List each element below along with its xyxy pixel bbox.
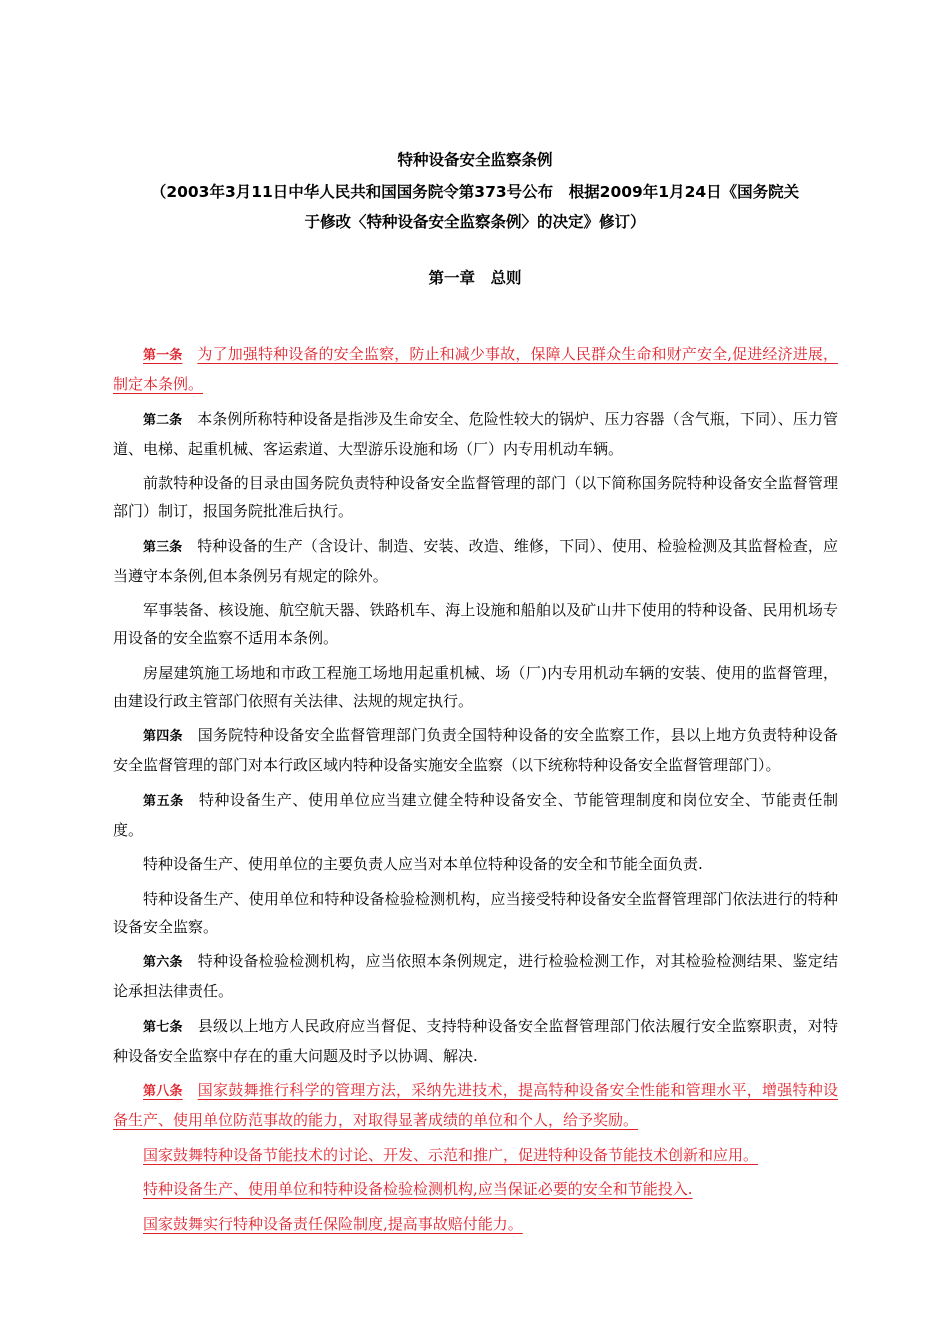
paragraph-text: 特种设备生产、使用单位应当建立健全特种设备安全、节能管理制度和岗位安全、节能责任制度。 [113,790,838,839]
paragraph-text: 军事装备、核设施、航空航天器、铁路机车、海上设施和船舶以及矿山井下使用的特种设备、民用机场专用设备的安全监察不适用本条例。 [113,601,838,647]
article-number: 第一条 [143,348,183,363]
chapter-heading: 第一章 总则 [428,269,522,287]
paragraph [113,850,838,878]
paragraph-text: 特种设备生产、使用单位和特种设备检验检测机构，应当接受特种设备安全监督管理部门依法进行的特种设备安全监察。 [113,889,838,936]
paragraph-article-5 [113,786,838,844]
document-body [113,340,838,1244]
paragraph-text: 特种设备的生产（含设计、制造、安装、改造、维修，下同）、使用、检验检测及其监督检查，应当遵守本条例,但本条例另有规定的除外。 [113,536,838,585]
paragraph [113,1141,838,1169]
paragraph-text: 国务院特种设备安全监督管理部门负责全国特种设备的安全监察工作，县以上地方负责特种设备安全监督管理的部门对本行政区域内特种设备实施安全监察（以下统称特种设备安全监督管理部门）。 [113,726,838,774]
article-number: 第三条 [143,539,183,555]
paragraph-text: 前款特种设备的目录由国务院负责特种设备安全监督管理的部门（以下简称国务院特种设备安全监督管理部门）制订，报国务院批准后执行。 [113,474,838,520]
paragraph-text: 特种设备检验检测机构，应当依照本条例规定，进行检验检测工作，对其检验检测结果、鉴定结论承担法律责任。 [113,952,838,1000]
paragraph [113,1210,838,1238]
paragraph-article-1 [113,340,838,398]
paragraph [113,885,838,941]
paragraph-text: 特种设备生产、使用单位和特种设备检验检测机构,应当保证必要的安全和节能投入. [143,1180,693,1198]
article-number: 第七条 [143,1019,183,1035]
article-number: 第八条 [143,1084,183,1099]
paragraph-text: 国家鼓舞特种设备节能技术的讨论、开发、示范和推广，促进特种设备节能技术创新和应用。 [143,1145,759,1164]
paragraph [113,1175,838,1203]
paragraph-text: 国家鼓舞推行科学的管理方法，采纳先进技术，提高特种设备安全性能和管理水平，增强特种设备生产、使用单位防范事故的能力，对取得显著成绩的单位和个人，给予奖励。 [113,1081,838,1129]
paragraph-text: 房屋建筑施工场地和市政工程施工场地用起重机械、场（厂)内专用机动车辆的安装、使用的监督管理，由建设行政主管部门依照有关法律、法规的规定执行。 [113,663,838,710]
paragraph-text: 特种设备生产、使用单位的主要负责人应当对本单位特种设备的安全和节能全面负责. [143,855,703,873]
paragraph-article-2 [113,405,838,463]
document-subtitle-line2: 于修改〈特种设备安全监察条例〉的决定》修订） [304,213,646,231]
paragraph-article-7 [113,1012,838,1070]
paragraph-text: 县级以上地方人民政府应当督促、支持特种设备安全监督管理部门依法履行安全监察职责，对特种设备安全监察中存在的重大问题及时予以协调、解决. [113,1016,838,1065]
article-number: 第五条 [143,793,184,809]
article-number: 第六条 [143,955,183,970]
document-subtitle-line1: （2003年3月11日中华人民共和国国务院令第373号公布 根据2009年1月24日《国务院关 [150,183,800,201]
paragraph [113,659,838,715]
paragraph [113,469,838,525]
paragraph-text: 国家鼓舞实行特种设备责任保险制度,提高事故赔付能力。 [143,1214,523,1233]
paragraph-article-6 [113,947,838,1005]
paragraph-text: 本条例所称特种设备是指涉及生命安全、危险性较大的锅炉、压力容器（含气瓶，下同）、压力管道、电梯、起重机械、客运索道、大型游乐设施和场（厂）内专用机动车辆。 [113,409,838,458]
article-number: 第四条 [143,729,183,744]
document-title: 特种设备安全监察条例 [397,151,553,169]
paragraph-text: 为了加强特种设备的安全监察，防止和减少事故，保障人民群众生命和财产安全,促进经济进展，制定本条例。 [113,345,838,393]
article-number: 第二条 [143,412,183,428]
paragraph-article-4 [113,721,838,779]
paragraph-article-3 [113,532,838,590]
paragraph [113,596,838,652]
paragraph-article-8 [113,1076,838,1134]
